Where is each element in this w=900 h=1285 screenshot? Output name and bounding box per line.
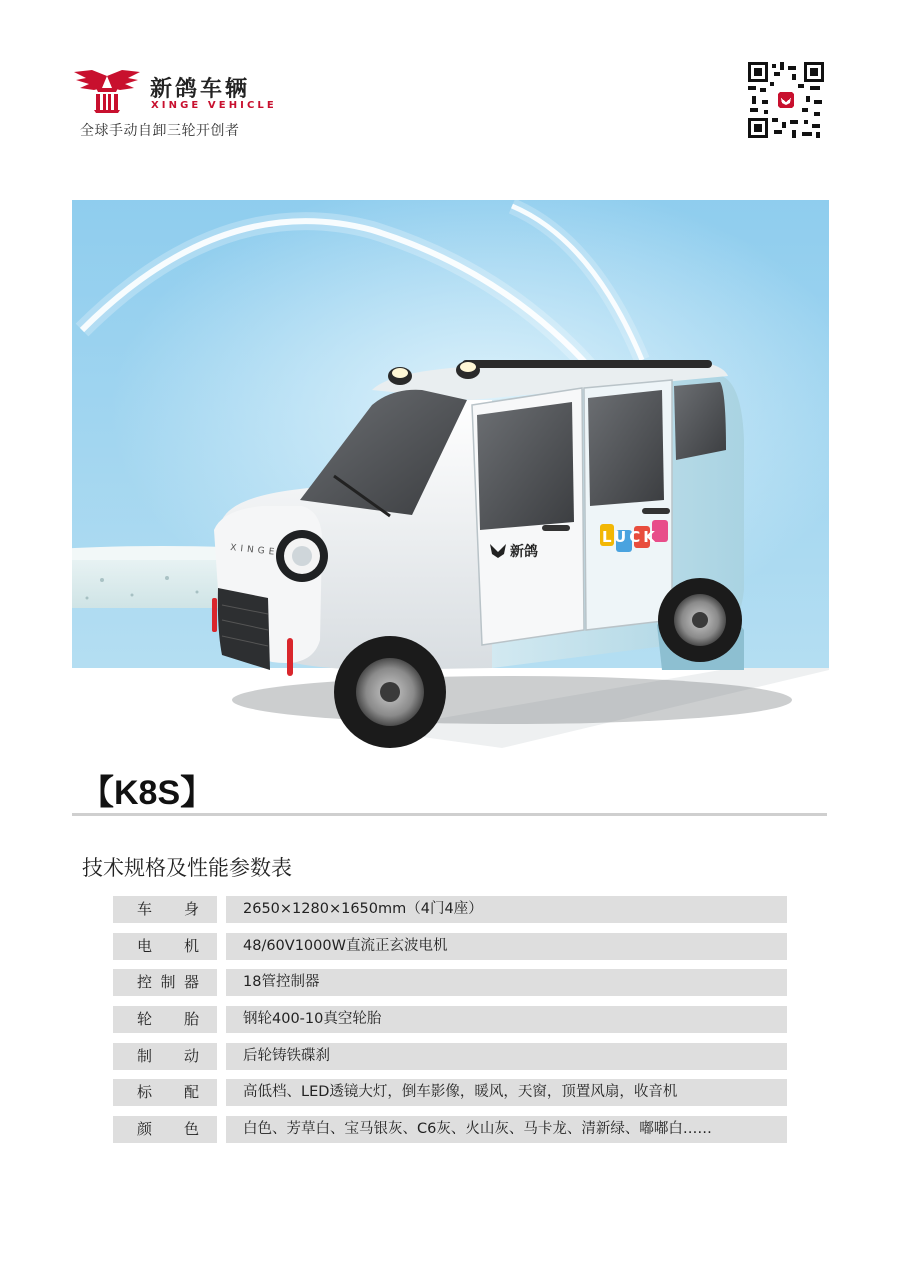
brand-name: 新鸽车辆 (150, 77, 251, 102)
spec-label: 颜 色 (113, 1116, 217, 1143)
svg-text:LUCK: LUCK (602, 528, 658, 546)
brand-english-name: XINGE VEHICLE (151, 100, 277, 111)
brand-tagline: 全球手动自卸三轮开创者 (80, 123, 240, 139)
spec-table (113, 896, 787, 1153)
spec-label: 轮 胎 (113, 1006, 217, 1033)
spec-value: 白色、芳草白、宝马银灰、C6灰、火山灰、马卡龙、清新绿、嘟嘟白…… (226, 1116, 787, 1143)
winged-eagle-logo-icon (72, 66, 142, 114)
model-title: 【K8S】 (80, 774, 215, 812)
spec-value: 48/60V1000W直流正玄波电机 (226, 933, 787, 960)
spec-heading: 技术规格及性能参数表 (82, 856, 292, 880)
spec-row-motor (113, 933, 787, 960)
spec-value: 2650×1280×1650mm（4门4座） (226, 896, 787, 923)
spec-row-tires (113, 1006, 787, 1033)
spec-label: 电 机 (113, 933, 217, 960)
spec-row-controller (113, 969, 787, 996)
spec-label: 控 制 器 (113, 969, 217, 996)
spec-row-body (113, 896, 787, 923)
svg-text:XINGE: XINGE (229, 543, 279, 559)
spec-value: 18管控制器 (226, 969, 787, 996)
spec-row-standard (113, 1079, 787, 1106)
spec-label: 车 身 (113, 896, 217, 923)
spec-row-colors (113, 1116, 787, 1143)
spec-value: 后轮铸铁碟刹 (226, 1043, 787, 1070)
hero-vehicle-image (72, 200, 829, 748)
spec-row-brakes (113, 1043, 787, 1070)
spec-label: 标 配 (113, 1079, 217, 1106)
qr-code-icon (748, 62, 824, 138)
door-badge-text: 新鸽 (510, 544, 538, 560)
spec-label: 制 动 (113, 1043, 217, 1070)
spec-value: 钢轮400-10真空轮胎 (226, 1006, 787, 1033)
spec-value: 高低档、LED透镜大灯，倒车影像，暖风，天窗，顶置风扇，收音机 (226, 1079, 787, 1106)
divider (72, 813, 827, 816)
